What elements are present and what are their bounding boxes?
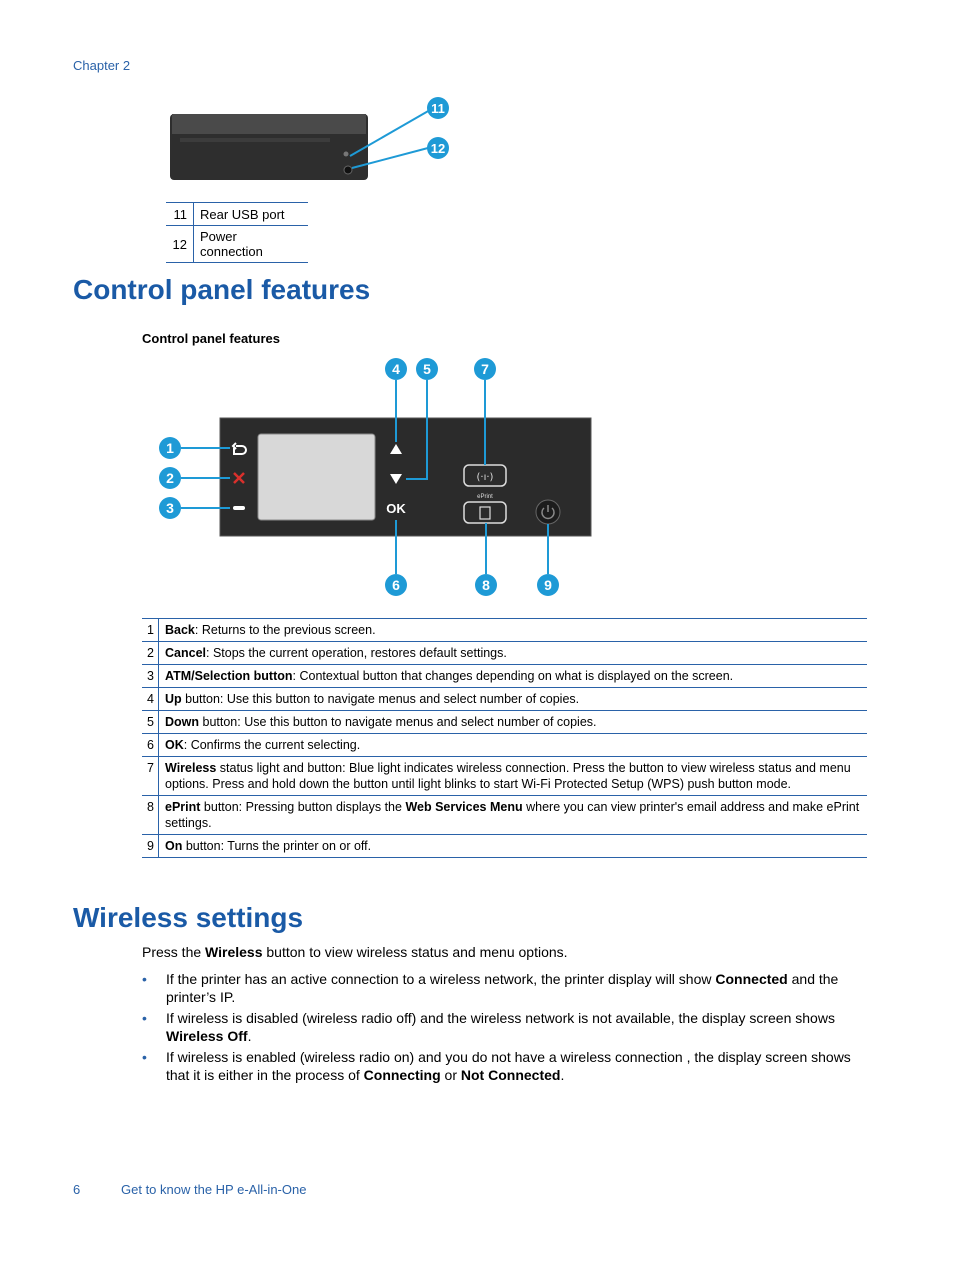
wireless-bullets: [142, 970, 872, 1087]
bullet-text: .: [560, 1067, 565, 1083]
section-heading-wireless: Wireless settings: [73, 902, 304, 933]
figure-caption: Control panel features: [142, 331, 280, 346]
feature-text: button: Use this button to navigate menus and select number of copies.: [199, 715, 597, 729]
feature-term: ePrint: [165, 800, 201, 814]
callout-4-label: 4: [392, 361, 400, 377]
chapter-label: Chapter 2: [73, 58, 131, 73]
panel-screen: [258, 434, 375, 520]
list-item: [142, 1009, 872, 1045]
row-number: 1: [142, 619, 159, 642]
usb-port: [344, 152, 349, 157]
feature-text: status light and button: Blue light indicates wireless connection. Press the button to view wireless status and menu options. Press and hold down the button until light blinks to start Wi-Fi Protected Setup (WPS) push button mode.: [165, 761, 851, 791]
bullet-bold: Wireless Off: [166, 1028, 248, 1044]
row-number: 8: [142, 796, 159, 835]
bullet-text: and the printer’s IP.: [166, 971, 839, 1005]
table-row: [142, 757, 867, 796]
intro-bold: Wireless: [205, 944, 263, 960]
bullet-text: .: [247, 1028, 252, 1044]
printer-slot: [180, 138, 330, 142]
callout-2-label: 2: [166, 470, 174, 486]
row-number: 4: [142, 688, 159, 711]
table-row: [142, 642, 867, 665]
list-item: [142, 1048, 872, 1084]
feature-text: button: Use this button to navigate menus and select number of copies.: [181, 692, 580, 706]
feature-text: button: Pressing button displays the: [200, 800, 406, 814]
row-description: [159, 796, 868, 835]
row-number: 9: [142, 835, 159, 858]
row-description: [159, 642, 868, 665]
feature-text: button: Turns the printer on or off.: [182, 839, 372, 853]
bullet-text: If wireless is enabled (wireless radio on) and you do not have a wireless connection , the display screen shows that it is either in the process of: [166, 1049, 851, 1083]
bullet-bold: Not Connected: [460, 1067, 561, 1083]
bullet-icon: •: [142, 971, 147, 987]
bullet-text: or: [440, 1067, 461, 1083]
callout-5-label: 5: [423, 361, 431, 377]
feature-text: : Contextual button that changes depending on what is displayed on the screen.: [292, 669, 734, 683]
bullet-text: If the printer has an active connection to a wireless network, the printer display will show: [166, 971, 716, 987]
footer-title: Get to know the HP e-All-in-One: [121, 1182, 307, 1197]
callout-9-label: 9: [544, 577, 552, 593]
feature-term-secondary: Web Services Menu: [405, 800, 523, 814]
bullet-text: If wireless is disabled (wireless radio off) and the wireless network is not available, the display screen shows: [166, 1010, 835, 1026]
row-description: [159, 665, 868, 688]
feature-term: Down: [165, 715, 200, 729]
table-row: [142, 835, 867, 858]
row-description: Power connection: [194, 226, 309, 263]
rear-ports-table: [166, 202, 308, 263]
bullet-bold: Connecting: [363, 1067, 441, 1083]
row-description: [159, 619, 868, 642]
printer-rear-figure: [160, 92, 460, 192]
feature-term: On: [165, 839, 183, 853]
row-number: 2: [142, 642, 159, 665]
callout-12-label: 12: [430, 141, 446, 156]
table-row: [166, 203, 308, 226]
list-item: [142, 970, 872, 1006]
callout-6-label: 6: [392, 577, 400, 593]
bullet-bold: Connected: [715, 971, 788, 987]
table-row: [142, 619, 867, 642]
feature-term: Wireless: [165, 761, 217, 775]
callout-3-label: 3: [166, 500, 174, 516]
bullet-icon: •: [142, 1049, 147, 1065]
row-description: [159, 835, 868, 858]
page-number: 6: [73, 1182, 81, 1197]
row-number: 6: [142, 734, 159, 757]
printer-top: [172, 114, 366, 134]
selection-icon: [233, 506, 245, 510]
feature-term: Cancel: [165, 646, 206, 660]
table-row: [142, 711, 867, 734]
intro-text: Press the: [142, 944, 206, 960]
feature-term: OK: [165, 738, 184, 752]
features-table: [142, 618, 867, 858]
power-port: [344, 166, 352, 174]
callout-8-label: 8: [482, 577, 490, 593]
feature-term: Back: [165, 623, 195, 637]
wireless-icon: (·ı·): [476, 472, 494, 483]
row-description: [159, 711, 868, 734]
row-description: [159, 734, 868, 757]
row-description: [159, 757, 868, 796]
control-panel-figure: [150, 352, 600, 602]
wireless-intro: [142, 944, 568, 960]
row-number: 7: [142, 757, 159, 796]
row-number: 3: [142, 665, 159, 688]
table-row: [142, 734, 867, 757]
row-description: Rear USB port: [194, 203, 309, 226]
table-row: [142, 796, 867, 835]
callout-11-label: 11: [431, 101, 445, 116]
row-number: 12: [166, 226, 194, 263]
table-row: [142, 688, 867, 711]
callout-1-label: 1: [166, 440, 174, 456]
ok-button-label: OK: [386, 501, 406, 516]
feature-text: : Confirms the current selecting.: [183, 738, 361, 752]
eprint-label: ePrint: [477, 494, 493, 500]
feature-text-secondary: where you can view printer's email address and make ePrint settings.: [165, 800, 860, 830]
table-row: [142, 665, 867, 688]
row-description: [159, 688, 868, 711]
row-number: 11: [166, 203, 194, 226]
feature-text: : Returns to the previous screen.: [194, 623, 376, 637]
feature-text: : Stops the current operation, restores default settings.: [206, 646, 507, 660]
bullet-icon: •: [142, 1010, 147, 1026]
intro-text-end: button to view wireless status and menu options.: [262, 944, 568, 960]
feature-term: Up: [165, 692, 182, 706]
row-number: 5: [142, 711, 159, 734]
callout-7-label: 7: [481, 361, 489, 377]
table-row: [166, 226, 308, 263]
feature-term: ATM/Selection button: [165, 669, 293, 683]
section-heading-control-panel: Control panel features: [73, 274, 371, 305]
